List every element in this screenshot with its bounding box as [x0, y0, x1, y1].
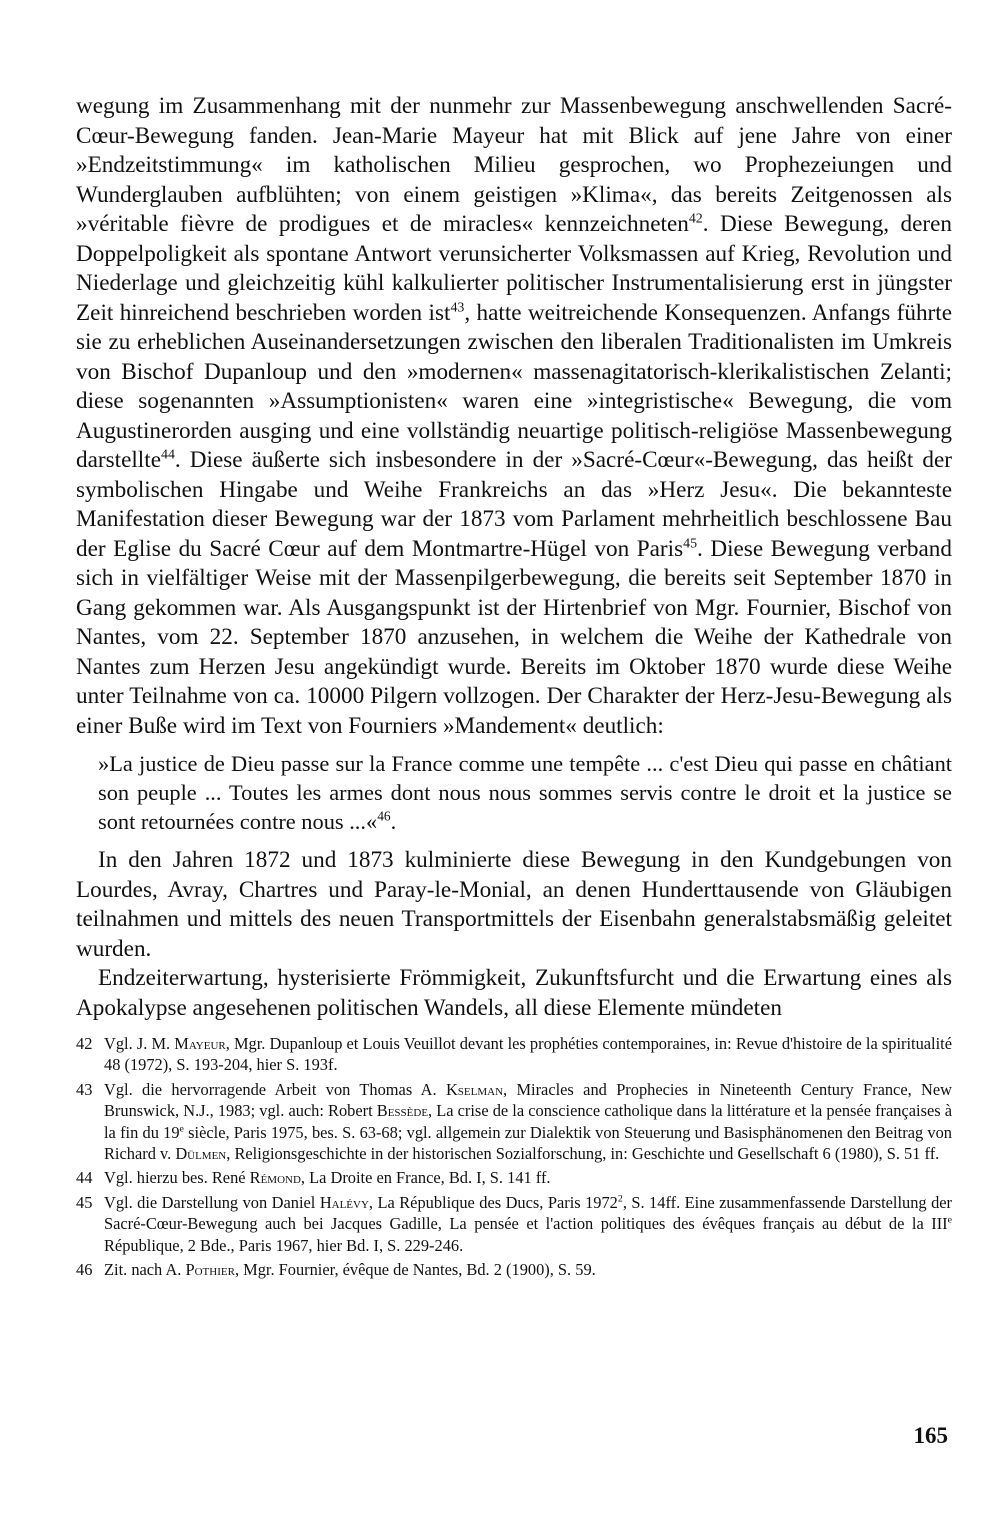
author-name: Mayeur	[174, 1034, 226, 1053]
text-run: . Diese äußerte sich insbesondere in der »Sacré-Cœur«-Bewegung, das heißt der symbolischen Hingabe und Weihe Frankreichs an das »Herz Jesu«. Die bekannteste Manifestation dieser Bewegung war der 1873 vom Parlament mehrheitlich beschlossene Bau der Eglise du Sacré Cœur auf dem Montmartre-Hügel von Paris	[76, 447, 952, 562]
paragraph-2: In den Jahren 1872 und 1873 kulminierte diese Bewegung in den Kundgebungen von Lourdes, Avray, Chartres und Paray-le-Monial, an denen Hunderttausende von Gläubigen teilnahmen und mittels des neuen Transportmittels der Eisenbahn generalstabsmäßig geleitet wurden.	[76, 847, 952, 962]
fn-run: , Miracles and Prophecies in Nineteenth Century France, New Brunswick, N.J., 1983; vgl. auch: Robert	[104, 1079, 952, 1121]
text-run: wegung im Zusammenhang mit der nunmehr zur Massenbewegung anschwellenden Sacré-Cœur-Bewegung fanden. Jean-Marie Mayeur hat mit Blick auf jene Jahre von einer »Endzeitstimmung« im katholischen Milieu gesprochen, wo Prophezeiungen und Wunderglauben aufblühten; von einem geistigen »Klima«, das bereits Zeitgenossen als »véritable fièvre de prodigues et de miracles« kennzeichneten	[76, 93, 952, 237]
author-name: Dülmen	[175, 1144, 227, 1164]
fn-run: Vgl. die hervorragende Arbeit von Thomas A.	[104, 1079, 446, 1099]
main-text	[76, 92, 952, 1023]
footnote-44	[76, 1167, 952, 1188]
fn-run: , La crise de la conscience catholique dans la littérature et la pensée françaises à la fin du 19	[104, 1101, 952, 1142]
footnote-ref: 42	[688, 211, 703, 227]
fn-run: siècle, Paris 1975, bes. S. 63-68; vgl. allgemein zur Dialektik von Steuerung und Basisphänomenen den Beitrag von Richard v.	[104, 1122, 952, 1164]
fn-run: République, 2 Bde., Paris 1967, hier Bd. I, S. 229-246.	[104, 1235, 464, 1255]
paragraph-3: Endzeiterwartung, hysterisierte Frömmigkeit, Zukunftsfurcht und die Erwartung eines als Apokalypse angesehenen politischen Wandels, all diese Elemente mündeten	[76, 965, 952, 1021]
fn-run: Zit. nach A.	[104, 1260, 186, 1280]
fn-run: , La Droite en France, Bd. I, S. 141 ff.	[300, 1168, 551, 1188]
footnote-42	[76, 1033, 952, 1076]
footnote-45	[76, 1192, 952, 1256]
page-content	[76, 92, 952, 1283]
footnote-text	[104, 1167, 952, 1188]
footnote-ref: 45	[683, 535, 698, 551]
text-run: . Diese Bewegung, deren Doppelpoligkeit als spontane Antwort verunsicherter Volksmassen auf Krieg, Revolution und Niederlage und gleichzeitig kühl kalkulierter politischer Instrumentalisierung erst in jüngster Zeit hinreichend beschrieben worden ist	[76, 211, 952, 326]
footnote-number: 42	[76, 1034, 93, 1053]
fn-run: Vgl. die Darstellung von Daniel	[104, 1192, 320, 1212]
fn-run: , Mgr. Fournier, évêque de Nantes, Bd. 2 (1900), S. 59.	[234, 1260, 596, 1280]
footnote-number: 45	[76, 1192, 93, 1212]
footnote-ref: 46	[377, 808, 391, 824]
footnote-text	[104, 1259, 952, 1280]
quote-end: .	[390, 809, 397, 834]
footnotes	[76, 1033, 952, 1280]
footnote-43	[76, 1079, 952, 1165]
footnote-text	[104, 1079, 952, 1165]
quote-text: »La justice de Dieu passe sur la France comme une tempête ... c'est Dieu qui passe en châtiant son peuple ... Toutes les armes dont nous nous sommes servis contre le droit et la justice se sont retournées contre nous ...«	[98, 751, 952, 834]
footnote-number: 44	[76, 1168, 93, 1188]
author-name: Pothier	[185, 1260, 235, 1280]
footnote-number: 43	[76, 1079, 93, 1099]
text-run: . Diese Bewegung verband sich in vielfältiger Weise mit der Massenpilgerbewegung, die bereits seit September 1870 in Gang gekommen war. Als Ausgangspunkt ist der Hirtenbrief von Mgr. Fournier, Bischof von Nantes, vom 22. September 1870 anzusehen, in welchem die Weihe der Kathedrale von Nantes zum Herzen Jesu angekündigt wurde. Bereits im Oktober 1870 wurde diese Weihe unter Teilnahme von ca. 10000 Pilgern vollzogen. Der Charakter der Herz-Jesu-Bewegung als einer Buße wird im Text von Fourniers »Mandement« deutlich:	[76, 535, 952, 739]
author-name: Kselman	[445, 1079, 504, 1099]
text-run: , hatte weitreichende Konsequenzen. Anfangs führte sie zu erheblichen Auseinandersetzungen zwischen den liberalen Traditionalisten im Umkreis von Bischof Dupanloup und den »modernen« massenagitatorisch-klerikalistischen Zelanti; diese sogenannten »Assumptionisten« waren eine »integristische« Bewegung, die vom Augustinerorden ausging und eine vollständig neuartige politisch-religiöse Massenbewegung darstellte	[76, 299, 953, 473]
fn-run: , La République des Ducs, Paris 1972	[368, 1192, 618, 1212]
author-name: Rémond	[249, 1168, 301, 1188]
fn-run: , Religionsgeschichte in der historischen Sozialforschung, in: Geschichte und Gesellschaft 6 (1980), S. 51 ff.	[226, 1144, 940, 1164]
footnote-ref: 43	[450, 299, 465, 315]
footnote-ref: 44	[160, 447, 175, 463]
footnote-text	[104, 1033, 952, 1076]
superscript: e	[179, 1123, 184, 1135]
fn-run: , S. 14ff. Eine zusammenfassende Darstellung der Sacré-Cœur-Bewegung auch bei Jacques Gadille, La pensée et l'action politiques des évêques français au début de la III	[104, 1192, 953, 1234]
footnote-number: 46	[76, 1260, 93, 1280]
footnote-46	[76, 1259, 952, 1280]
fn-run: Vgl. hierzu bes. René	[104, 1168, 250, 1188]
fn-run: , Mgr. Dupanloup et Louis Veuillot devant les prophéties contemporaines, in: Revue d'histoire de la spiritualité 48 (1972), S. 193-204, hier S. 193f.	[104, 1034, 952, 1075]
page-number: 165	[913, 1423, 948, 1448]
superscript: 2	[617, 1193, 623, 1205]
fn-run: Vgl. J. M.	[104, 1034, 175, 1053]
block-quote	[98, 749, 952, 836]
author-name: Halévy	[319, 1192, 369, 1212]
author-name: Bessède	[376, 1101, 429, 1121]
paragraph-1	[76, 92, 952, 741]
superscript: e	[947, 1214, 952, 1226]
footnote-text	[104, 1192, 952, 1256]
